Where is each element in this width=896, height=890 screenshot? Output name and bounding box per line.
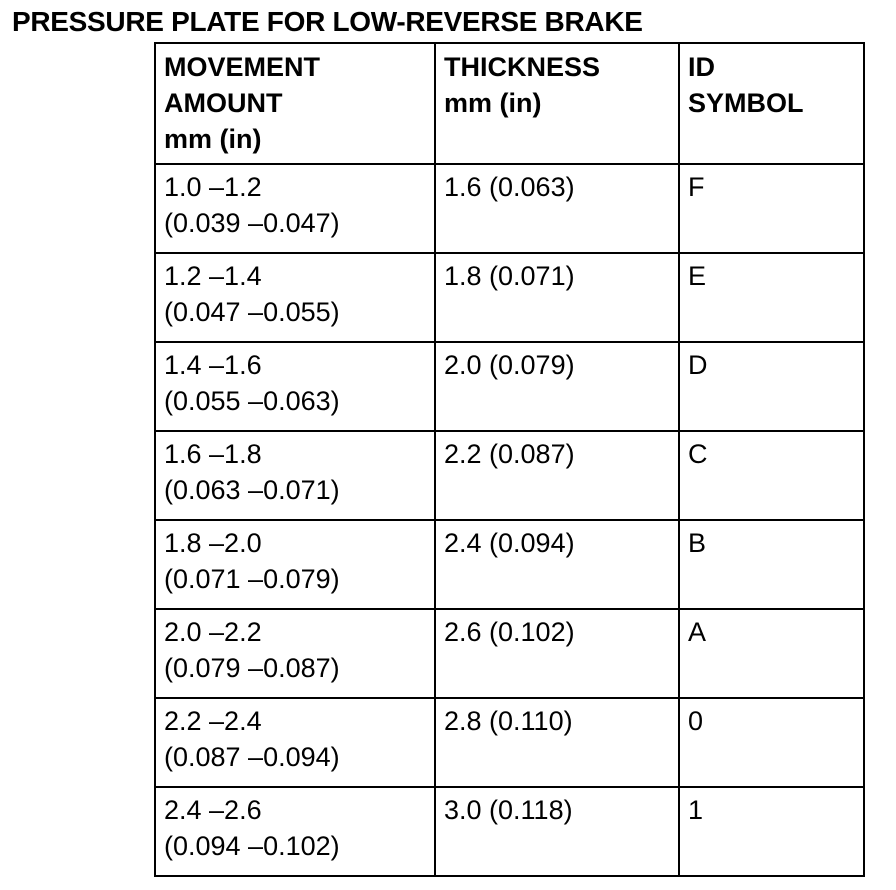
thickness-cell: 2.8 (0.110) bbox=[435, 698, 679, 787]
id-symbol-cell: 1 bbox=[679, 787, 864, 876]
header-movement-amount bbox=[155, 43, 435, 164]
movement-in: (0.063 –0.071) bbox=[164, 475, 340, 505]
movement-mm: 1.6 –1.8 bbox=[164, 439, 262, 469]
id-symbol-cell: B bbox=[679, 520, 864, 609]
header-id-symbol bbox=[679, 43, 864, 164]
page-title: PRESSURE PLATE FOR LOW-REVERSE BRAKE bbox=[12, 6, 643, 37]
table-row bbox=[155, 698, 864, 787]
movement-cell bbox=[155, 342, 435, 431]
header-line: SYMBOL bbox=[688, 88, 804, 118]
movement-mm: 1.2 –1.4 bbox=[164, 261, 262, 291]
table-row bbox=[155, 164, 864, 253]
movement-cell bbox=[155, 520, 435, 609]
thickness-cell: 2.2 (0.087) bbox=[435, 431, 679, 520]
movement-in: (0.094 –0.102) bbox=[164, 831, 340, 861]
movement-mm: 1.0 –1.2 bbox=[164, 172, 262, 202]
movement-mm: 1.8 –2.0 bbox=[164, 528, 262, 558]
header-line: ID bbox=[688, 52, 715, 82]
movement-cell bbox=[155, 164, 435, 253]
header-thickness bbox=[435, 43, 679, 164]
id-symbol-cell: E bbox=[679, 253, 864, 342]
thickness-cell: 2.4 (0.094) bbox=[435, 520, 679, 609]
pressure-plate-table bbox=[154, 42, 865, 877]
movement-mm: 2.0 –2.2 bbox=[164, 617, 262, 647]
id-symbol-cell: F bbox=[679, 164, 864, 253]
table-row bbox=[155, 342, 864, 431]
id-symbol-cell: C bbox=[679, 431, 864, 520]
id-symbol-cell: 0 bbox=[679, 698, 864, 787]
movement-cell bbox=[155, 253, 435, 342]
header-line: MOVEMENT bbox=[164, 52, 321, 82]
movement-in: (0.087 –0.094) bbox=[164, 742, 340, 772]
thickness-cell: 1.6 (0.063) bbox=[435, 164, 679, 253]
movement-mm: 2.4 –2.6 bbox=[164, 795, 262, 825]
movement-mm: 1.4 –1.6 bbox=[164, 350, 262, 380]
table-row bbox=[155, 520, 864, 609]
movement-cell bbox=[155, 698, 435, 787]
thickness-cell: 2.0 (0.079) bbox=[435, 342, 679, 431]
id-symbol-cell: A bbox=[679, 609, 864, 698]
movement-in: (0.055 –0.063) bbox=[164, 386, 340, 416]
table-row bbox=[155, 431, 864, 520]
header-line: mm (in) bbox=[444, 88, 542, 118]
movement-in: (0.079 –0.087) bbox=[164, 653, 340, 683]
movement-in: (0.039 –0.047) bbox=[164, 208, 340, 238]
header-line: mm (in) bbox=[164, 124, 262, 154]
thickness-cell: 3.0 (0.118) bbox=[435, 787, 679, 876]
movement-mm: 2.2 –2.4 bbox=[164, 706, 262, 736]
table-header-row bbox=[155, 43, 864, 164]
id-symbol-cell: D bbox=[679, 342, 864, 431]
thickness-cell: 1.8 (0.071) bbox=[435, 253, 679, 342]
movement-in: (0.071 –0.079) bbox=[164, 564, 340, 594]
movement-in: (0.047 –0.055) bbox=[164, 297, 340, 327]
movement-cell bbox=[155, 787, 435, 876]
movement-cell bbox=[155, 609, 435, 698]
header-line: AMOUNT bbox=[164, 88, 283, 118]
table-row bbox=[155, 609, 864, 698]
thickness-cell: 2.6 (0.102) bbox=[435, 609, 679, 698]
movement-cell bbox=[155, 431, 435, 520]
table-row bbox=[155, 787, 864, 876]
header-line: THICKNESS bbox=[444, 52, 601, 82]
table-row bbox=[155, 253, 864, 342]
